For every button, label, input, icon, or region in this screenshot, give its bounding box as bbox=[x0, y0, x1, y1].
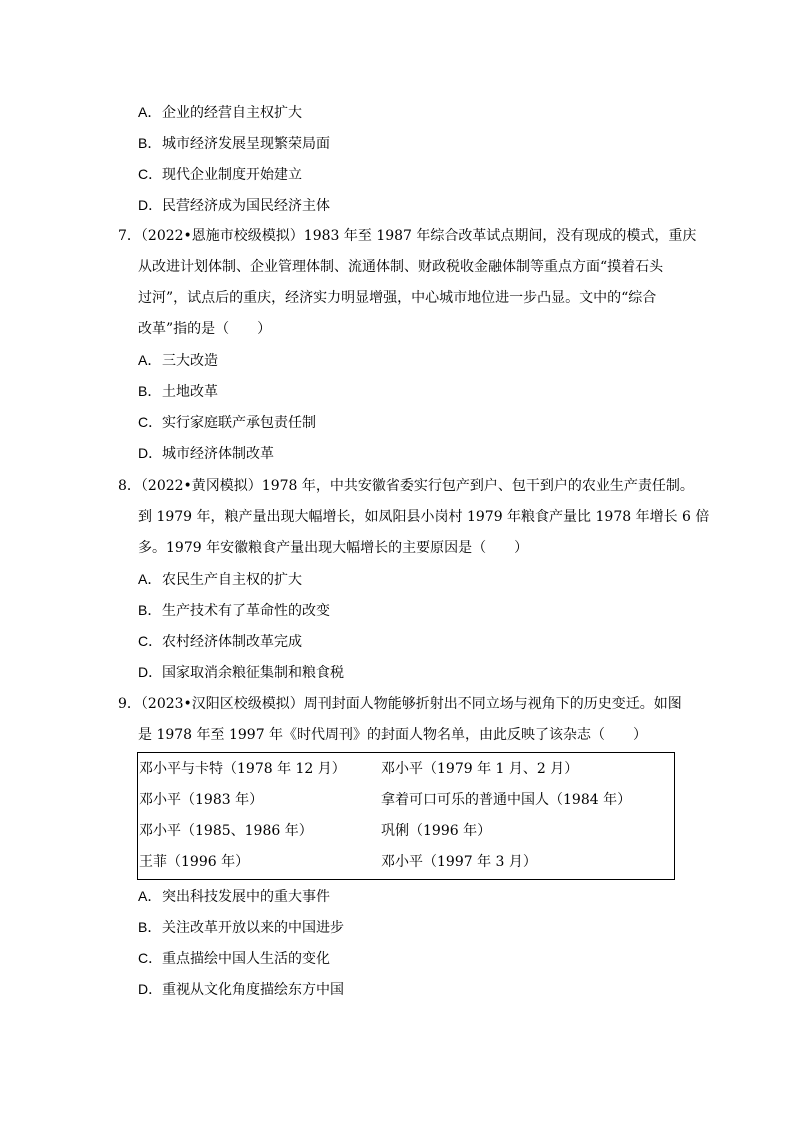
q7-number: 7． bbox=[118, 228, 141, 244]
table-cell: 王菲（1996 年） bbox=[139, 854, 250, 870]
table-cell: 邓小平（1997 年 3 月） bbox=[381, 854, 537, 870]
q9-option-a: A．突出科技发展中的重大事件 bbox=[138, 888, 330, 905]
q7-option-d: D．城市经济体制改革 bbox=[138, 445, 274, 462]
q9-stem-line-1: 9．（2023•汉阳区校级模拟）周刊封面人物能够折射出不同立场与视角下的历史变迁。如图 bbox=[118, 696, 682, 712]
q9-option-d: D．重视从文化角度描绘东方中国 bbox=[138, 981, 344, 998]
q6-option-a: A．企业的经营自主权扩大 bbox=[138, 104, 302, 121]
q6-option-b: B．城市经济发展呈现繁荣局面 bbox=[138, 135, 330, 152]
q6-option-d: D．民营经济成为国民经济主体 bbox=[138, 197, 330, 214]
q8-number: 8． bbox=[118, 478, 141, 494]
q9-number: 9． bbox=[118, 696, 141, 712]
table-cell: 邓小平（1985、1986 年） bbox=[139, 823, 313, 839]
q8-stem-line-2: 到 1979 年，粮产量出现大幅增长，如凤阳县小岗村 1979 年粮食产量比 1978 年增长 6 倍 bbox=[138, 509, 710, 525]
q8-option-c: C．农村经济体制改革完成 bbox=[138, 633, 302, 650]
q7-stem-line-1: 7．（2022•恩施市校级模拟）1983 年至 1987 年综合改革试点期间，没有现成的模式，重庆 bbox=[118, 228, 697, 244]
q7-option-a: A．三大改造 bbox=[138, 352, 218, 369]
magazine-cover-table bbox=[137, 752, 675, 880]
q8-option-d: D．国家取消余粮征集制和粮食税 bbox=[138, 664, 344, 681]
q9-option-c: C．重点描绘中国人生活的变化 bbox=[138, 950, 330, 967]
q7-stem-line-4: 改革”指的是（ ） bbox=[138, 321, 272, 337]
table-cell: 邓小平（1983 年） bbox=[139, 792, 264, 808]
q8-option-b: B．生产技术有了革命性的改变 bbox=[138, 602, 330, 619]
q9-stem-line-2: 是 1978 年至 1997 年《时代周刊》的封面人物名单，由此反映了该杂志（ ） bbox=[138, 727, 648, 743]
table-cell: 拿着可口可乐的普通中国人（1984 年） bbox=[381, 792, 632, 808]
q8-stem-line-3: 多。1979 年安徽粮食产量出现大幅增长的主要原因是（ ） bbox=[138, 540, 529, 556]
q7-stem-line-2: 从改进计划体制、企业管理体制、流通体制、财政税收金融体制等重点方面“摸着石头 bbox=[138, 259, 664, 275]
table-cell: 巩俐（1996 年） bbox=[381, 823, 492, 839]
table-cell: 邓小平与卡特（1978 年 12 月） bbox=[139, 761, 346, 777]
q9-option-b: B．关注改革开放以来的中国进步 bbox=[138, 919, 344, 936]
q7-stem-line-3: 过河”，试点后的重庆，经济实力明显增强，中心城市地位进一步凸显。文中的“综合 bbox=[138, 290, 657, 306]
table-cell: 邓小平（1979 年 1 月、2 月） bbox=[381, 761, 579, 777]
q6-option-c: C．现代企业制度开始建立 bbox=[138, 166, 302, 183]
q8-option-a: A．农民生产自主权的扩大 bbox=[138, 571, 302, 588]
q8-stem-line-1: 8．（2022•黄冈模拟）1978 年，中共安徽省委实行包产到户、包干到户的农业生产责任制。 bbox=[118, 478, 694, 494]
q7-option-b: B．土地改革 bbox=[138, 383, 218, 400]
q7-option-c: C．实行家庭联产承包责任制 bbox=[138, 414, 316, 431]
